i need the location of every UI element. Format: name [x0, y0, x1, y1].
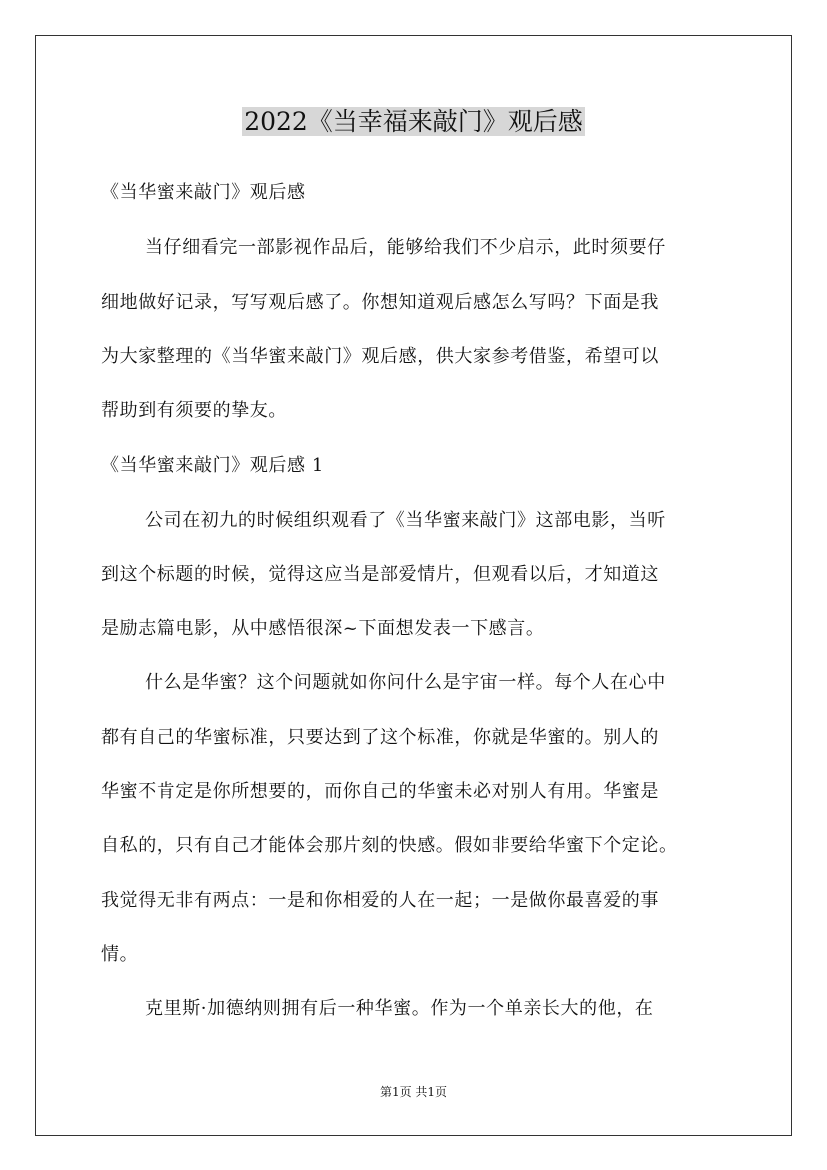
paragraph-line: 我觉得无非有两点：一是和你相爱的人在一起；一是做你最喜爱的事	[101, 890, 659, 911]
document-title-text: 2022《当幸福来敲门》观后感	[244, 107, 583, 136]
paragraph-line: 到这个标题的时候，觉得这应当是部爱情片，但观看以后，才知道这	[101, 564, 659, 585]
paragraph-line: 细地做好记录，写写观后感了。你想知道观后感怎么写吗？下面是我	[101, 292, 659, 313]
paragraph-line: 什么是华蜜？这个问题就如你问什么是宇宙一样。每个人在心中	[145, 672, 666, 693]
paragraph-line: 都有自己的华蜜标准，只要达到了这个标准，你就是华蜜的。别人的	[101, 727, 659, 748]
paragraph-line: 是励志篇电影，从中感悟很深~下面想发表一下感言。	[101, 618, 545, 639]
paragraph-line: 公司在初九的时候组织观看了《当华蜜来敲门》这部电影，当听	[145, 510, 666, 531]
paragraph-line: 情。	[101, 944, 139, 965]
subtitle-line: 《当华蜜来敲门》观后感	[101, 182, 306, 203]
section-heading: 《当华蜜来敲门》观后感 1	[101, 455, 324, 476]
page-footer: 第1页 共1页	[379, 1085, 448, 1099]
paragraph-line: 为大家整理的《当华蜜来敲门》观后感，供大家参考借鉴，希望可以	[101, 346, 659, 367]
paragraph-line: 帮助到有须要的挚友。	[101, 400, 287, 421]
paragraph-line: 当仔细看完一部影视作品后，能够给我们不少启示，此时须要仔	[145, 237, 666, 258]
document-title	[0, 103, 827, 141]
paragraph-line: 自私的，只有自己才能体会那片刻的快感。假如非要给华蜜下个定论。	[101, 835, 678, 856]
paragraph-line: 克里斯·加德纳则拥有后一种华蜜。作为一个单亲长大的他，在	[145, 998, 654, 1019]
paragraph-line: 华蜜不肯定是你所想要的，而你自己的华蜜未必对别人有用。华蜜是	[101, 781, 659, 802]
